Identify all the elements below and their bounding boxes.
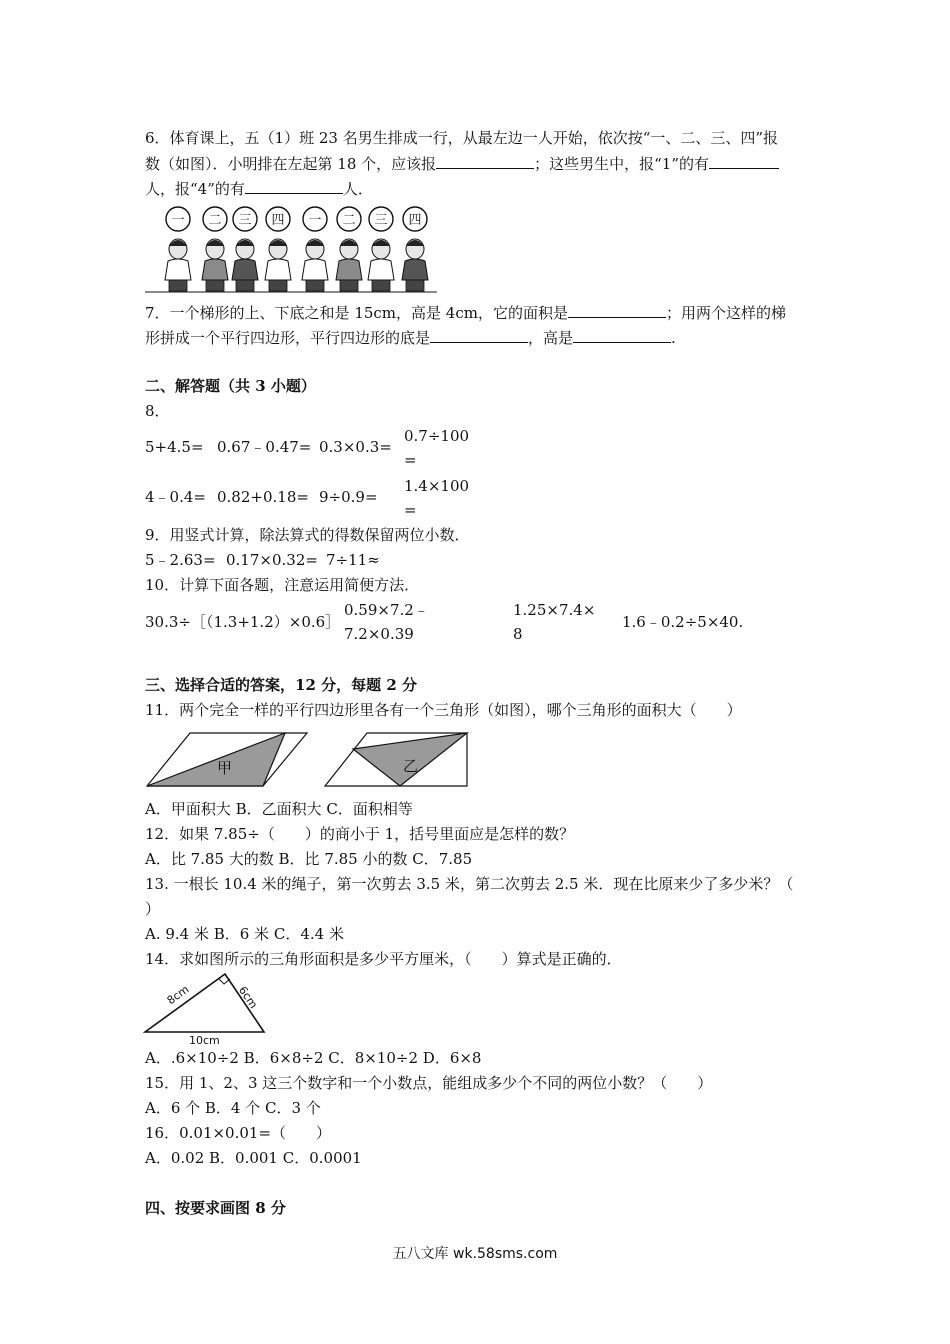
boy-2 — [202, 207, 228, 291]
boy-hair — [269, 240, 287, 246]
boy-hair — [340, 240, 358, 246]
number-label: 三 — [374, 213, 388, 228]
label-yi: 乙 — [403, 757, 419, 775]
boy-5 — [302, 207, 328, 291]
q7-line1b: ；用两个这样的梯 — [665, 304, 786, 322]
q15-options: A．6 个 B．4 个 C．3 个 — [145, 1099, 321, 1117]
q6-line3b: 人． — [342, 180, 373, 198]
q8-r1-c3: 0.3×0.3= — [319, 438, 392, 456]
q15-title: 15．用 1、2、3 这三个数字和一个小数点，能组成多少个不同的两位小数？（ ） — [145, 1074, 713, 1092]
boy-shirt — [265, 259, 291, 280]
q10-title: 10．计算下面各题，注意运用简便方法． — [145, 576, 420, 594]
q10-b2: 7.2×0.39 — [344, 625, 414, 643]
boy-shorts — [206, 280, 224, 291]
boy-shorts — [269, 280, 287, 291]
q16-title: 16．0.01×0.01=（ ） — [145, 1124, 332, 1142]
boy-shorts — [169, 280, 187, 291]
q8-r1-c1: 5+4.5= — [145, 438, 204, 456]
q9-item-1: 5﹣2.63= — [145, 551, 216, 569]
boy-4 — [265, 207, 291, 291]
q7-line1a: 7．一个梯形的上、下底之和是 15cm，高是 4cm，它的面积是 — [145, 304, 568, 322]
q13-line2: ） — [145, 900, 161, 918]
q7-blank-1 — [568, 302, 666, 318]
q8-r2-c2: 0.82+0.18= — [217, 488, 309, 506]
boy-shirt — [202, 259, 228, 280]
number-label: 一 — [308, 213, 322, 228]
q13-options: A. 9.4 米 B．6 米 C．4.4 米 — [145, 925, 344, 943]
q6-line3 — [145, 178, 373, 199]
boy-shirt — [302, 259, 328, 280]
q8-number: 8． — [145, 402, 170, 420]
q16-options: A．0.02 B．0.001 C．0.0001 — [145, 1149, 362, 1167]
number-label: 二 — [342, 213, 356, 228]
q9-item-3: 7÷11≈ — [326, 551, 380, 569]
boy-1 — [165, 207, 191, 291]
q7-line2 — [145, 327, 676, 348]
q11-parallelograms-figure — [145, 731, 470, 789]
q12-title: 12．如果 7.85÷（ ）的商小于 1，括号里面应是怎样的数？ — [145, 825, 575, 843]
number-label: 四 — [271, 213, 285, 228]
boy-shorts — [372, 280, 390, 291]
boy-hair — [206, 240, 224, 246]
q6-blank-1 — [436, 153, 534, 169]
boy-shorts — [236, 280, 254, 291]
q11-options: A．甲面积大 B．乙面积大 C．面积相等 — [145, 800, 413, 818]
boy-hair — [406, 240, 424, 246]
boy-8 — [402, 207, 428, 291]
q10-b1: 0.59×7.2﹣ — [344, 601, 429, 619]
boy-3 — [232, 207, 258, 291]
label-jia: 甲 — [217, 759, 233, 777]
boy-hair — [306, 240, 324, 246]
q7-line1 — [145, 302, 786, 323]
side-6cm-label: 6cm — [235, 983, 261, 1011]
q14-options: A．.6×10÷2 B．6×8÷2 C．8×10÷2 D．6×8 — [145, 1049, 482, 1067]
q10-d: 1.6﹣0.2÷5×40. — [622, 613, 744, 631]
boy-shorts — [306, 280, 324, 291]
section-4-title: 四、按要求画图 8 分 — [145, 1199, 286, 1217]
boy-hair — [372, 240, 390, 246]
section-3-title: 三、选择合适的答案，12 分，每题 2 分 — [145, 676, 417, 694]
section-2-title: 二、解答题（共 3 小题） — [145, 377, 316, 395]
boy-shirt — [165, 259, 191, 280]
q6-line2 — [145, 153, 779, 174]
q11-title: 11．两个完全一样的平行四边形里各有一个三角形（如图），哪个三角形的面积大（ ） — [145, 701, 742, 719]
number-label: 一 — [171, 213, 185, 228]
q8-r1-c4-eq: = — [404, 451, 417, 469]
q8-r2-c4-eq: = — [404, 501, 417, 519]
q9-item-2: 0.17×0.32= — [226, 551, 318, 569]
q6-line2b: ；这些男生中，报“1”的有 — [534, 155, 710, 173]
q14-title: 14．求如图所示的三角形面积是多少平方厘米，（ ）算式是正确的． — [145, 950, 622, 968]
q7-line2a: 形拼成一个平行四边形，平行四边形的底是 — [145, 329, 431, 347]
q12-options: A．比 7.85 大的数 B．比 7.85 小的数 C．7.85 — [145, 850, 473, 868]
q10-c1: 1.25×7.4× — [513, 601, 596, 619]
q7-blank-2 — [430, 327, 528, 343]
right-angle-mark — [219, 979, 230, 984]
q10-c2: 8 — [513, 625, 523, 643]
q8-r1-c2: 0.67﹣0.47= — [217, 438, 312, 456]
number-label: 三 — [238, 213, 252, 228]
number-label: 四 — [408, 213, 422, 228]
q10-a: 30.3÷［（1.3+1.2）×0.6］ — [145, 613, 341, 631]
q8-r1-c4: 0.7÷100 — [404, 427, 470, 445]
q7-line2c: . — [671, 329, 676, 347]
q8-r2-c1: 4﹣0.4= — [145, 488, 206, 506]
boy-shorts — [340, 280, 358, 291]
q13-line1: 13. 一根长 10.4 米的绳子，第一次剪去 3.5 米，第二次剪去 2.5 米．现在比原来少了多少米？（ — [145, 875, 794, 893]
boy-shirt — [402, 259, 428, 280]
q14-triangle-figure — [143, 972, 268, 1046]
boy-shirt — [368, 259, 394, 280]
boy-7 — [368, 207, 394, 291]
triangle-jia — [147, 733, 285, 786]
q7-blank-3 — [573, 327, 671, 343]
q6-line3a: 人，报“4”的有 — [145, 180, 245, 198]
boy-hair — [169, 240, 187, 246]
page-footer: 五八文库 wk.58sms.com — [392, 1246, 558, 1262]
q9-title: 9．用竖式计算，除法算式的得数保留两位小数． — [145, 526, 470, 544]
side-10cm-label: 10cm — [189, 1034, 220, 1046]
q6-blank-2 — [709, 153, 779, 169]
q8-r2-c4: 1.4×100 — [404, 477, 470, 495]
boy-shorts — [406, 280, 424, 291]
boy-shirt — [336, 259, 362, 280]
boy-shirt — [232, 259, 258, 280]
side-8cm-label: 8cm — [164, 982, 192, 1008]
boy-hair — [236, 240, 254, 246]
boy-6 — [336, 207, 362, 291]
number-label: 二 — [208, 213, 222, 228]
q8-r2-c3: 9÷0.9= — [319, 488, 378, 506]
q6-line1: 6．体育课上，五（1）班 23 名男生排成一行，从最左边一人开始，依次按“一、二、三、四”报 — [145, 129, 779, 147]
q6-boys-figure — [145, 204, 437, 294]
q6-line2a: 数（如图）．小明排在左起第 18 个，应该报 — [145, 155, 437, 173]
q7-line2b: ，高是 — [528, 329, 574, 347]
q6-blank-3 — [245, 178, 343, 194]
